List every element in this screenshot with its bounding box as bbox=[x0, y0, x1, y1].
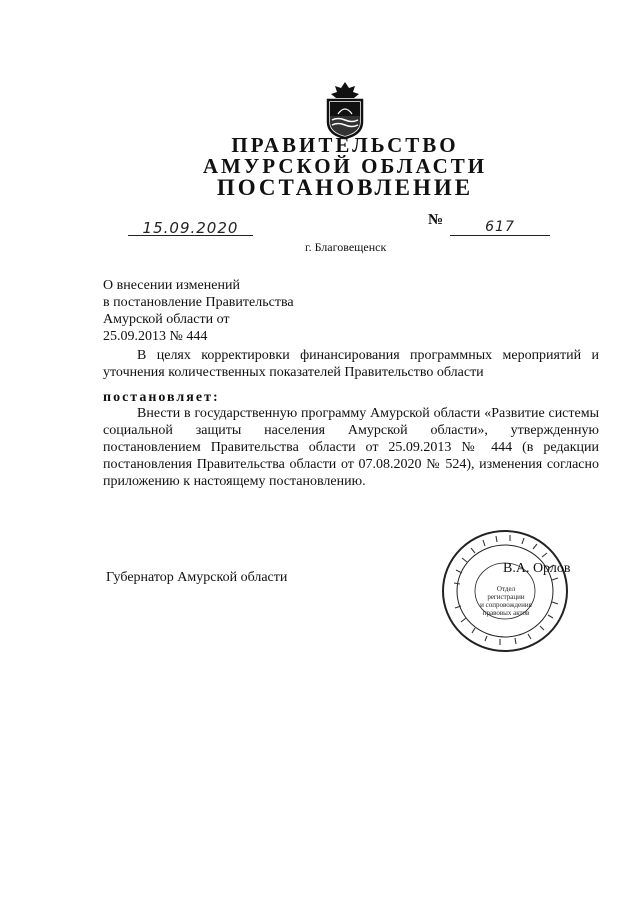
subject-line: в постановление Правительства bbox=[103, 295, 294, 310]
stamp-line: и сопровождения bbox=[480, 601, 532, 609]
document-type-title: ПОСТАНОВЛЕНИЕ bbox=[216, 175, 474, 200]
signatory-name: В.А. Орлов bbox=[503, 561, 571, 576]
document-date: 15.09.2020 bbox=[128, 219, 253, 236]
stamp-line: Отдел bbox=[496, 585, 516, 593]
city-name: г. Благовещенск bbox=[305, 240, 387, 254]
coat-of-arms-icon bbox=[318, 80, 372, 140]
subject-line: О внесении изменений bbox=[103, 278, 240, 293]
document-number: 617 bbox=[450, 219, 550, 236]
government-title-line2: АМУРСКОЙ ОБЛАСТИ bbox=[202, 154, 488, 178]
stamp-line: регистрации bbox=[487, 593, 525, 601]
government-title-line1: ПРАВИТЕЛЬСТВО bbox=[231, 133, 459, 157]
stamp-center-text bbox=[470, 585, 542, 617]
document-subject bbox=[103, 277, 363, 345]
stamp-line: правовых актов bbox=[482, 609, 530, 617]
resolves-keyword: постановляет: bbox=[103, 390, 220, 405]
subject-line: 25.09.2013 № 444 bbox=[103, 329, 208, 344]
number-sign: № bbox=[428, 212, 444, 228]
signatory-position: Губернатор Амурской области bbox=[106, 570, 288, 585]
preamble-paragraph: В целях корректировки финансирования программных мероприятий и уточнения количественных показателей Правительство области bbox=[103, 348, 599, 380]
resolution-paragraph: Внести в государственную программу Амурской области «Развитие системы социальной защиты населения Амурской области», утвержденную постановлением Правительства области от 25.09.2013 № 444 (в редакции постановления Правительства области от 07.08.2020 № 524), изменения согласно приложению к настоящему постановлению. bbox=[103, 406, 599, 489]
subject-line: Амурской области от bbox=[103, 312, 230, 327]
